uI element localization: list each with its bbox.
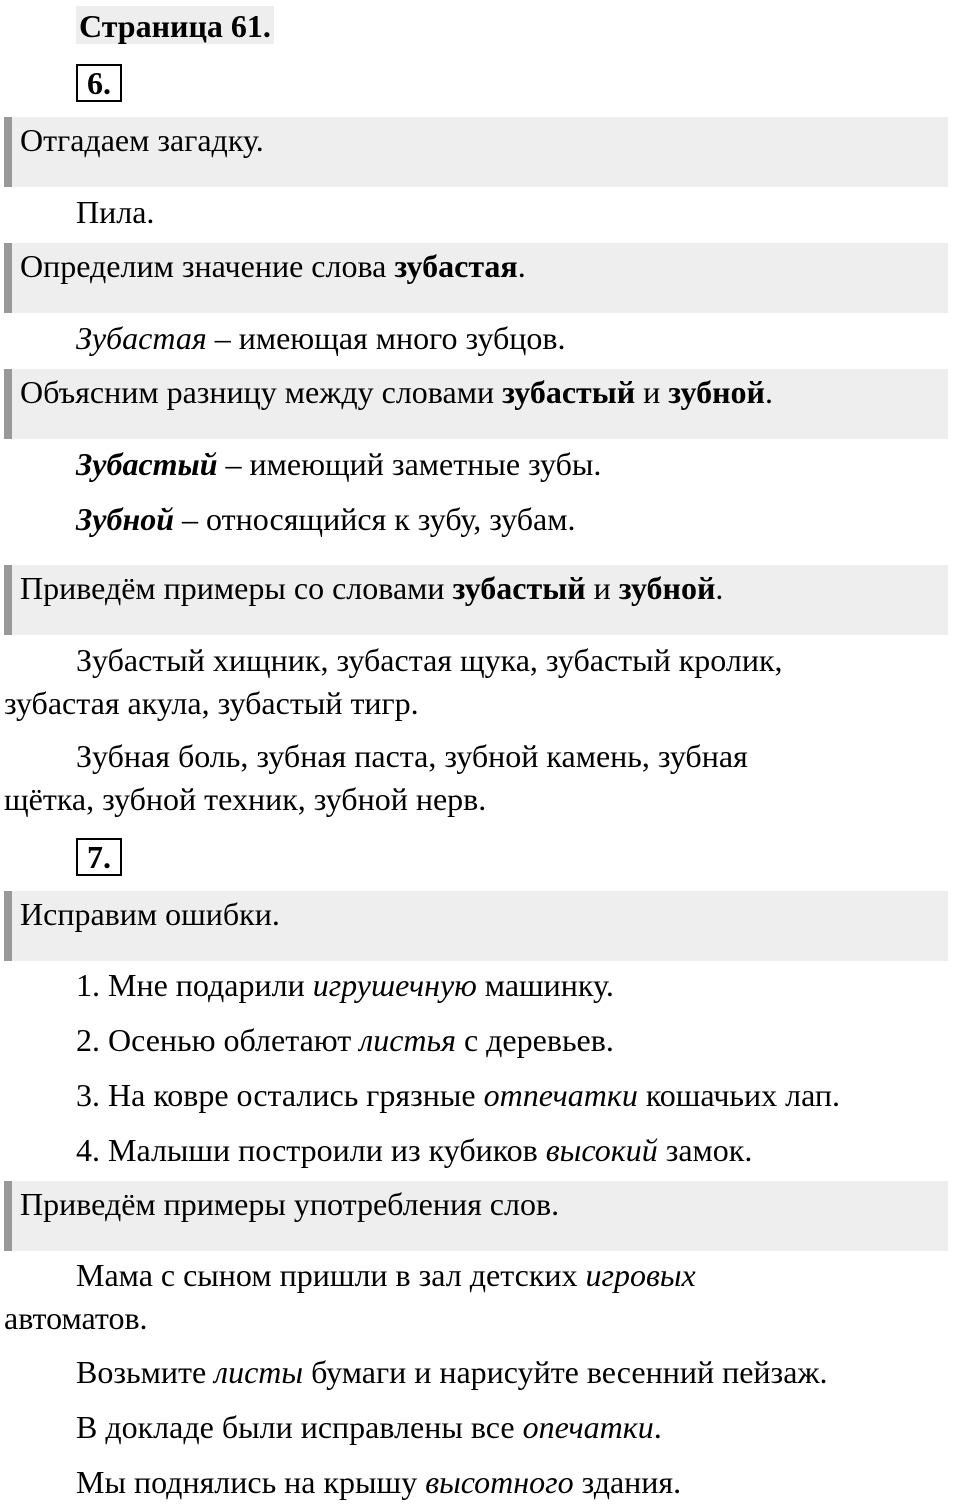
correction-text: 4. Малыши построили из кубиков	[76, 1132, 546, 1168]
task-punct: .	[715, 570, 724, 606]
task-text: Объясним разницу между словами	[20, 374, 503, 410]
answer-text: – относящийся к зубу, зубам.	[174, 501, 576, 537]
example-text: .	[653, 1409, 662, 1445]
example-line	[76, 1350, 828, 1394]
task-punct: .	[764, 374, 773, 410]
task-riddle	[4, 117, 948, 187]
task-text: Приведём примеры употребления слов.	[20, 1186, 560, 1222]
answer-riddle: Пила.	[76, 194, 155, 230]
correction-text: 1. Мне подарили	[76, 967, 313, 1003]
example-line	[76, 1253, 696, 1297]
correction-item	[76, 1128, 752, 1172]
answer-zubnoy	[76, 497, 575, 541]
correction-item	[76, 1018, 614, 1062]
task-keyword-1: зубастый	[502, 374, 636, 410]
example-text: Мы поднялись на крышу	[76, 1464, 426, 1500]
example-word: листы	[214, 1354, 304, 1390]
task-punct: .	[517, 248, 526, 284]
exercise-6-number: 6.	[76, 64, 122, 102]
paragraph-line: Зубная боль, зубная паста, зубной камень, зубная	[76, 738, 748, 774]
correction-text: кошачьих лап.	[637, 1077, 841, 1113]
answer-zubasty	[76, 442, 601, 486]
correction-word: листья	[359, 1022, 456, 1058]
task-text-mid: и	[585, 570, 619, 606]
correction-text: с деревьев.	[455, 1022, 614, 1058]
task-text: Исправим ошибки.	[20, 896, 280, 932]
example-line	[76, 1405, 662, 1449]
answer-text: – имеющий заметные зубы.	[217, 446, 602, 482]
example-text: бумаги и нарисуйте весенний пейзаж.	[303, 1354, 828, 1390]
example-text: Возьмите	[76, 1354, 215, 1390]
correction-word: игрушечную	[312, 967, 477, 1003]
example-text: В докладе были исправлены все	[76, 1409, 523, 1445]
task-meaning	[4, 243, 948, 313]
correction-text: 2. Осенью облетают	[76, 1022, 360, 1058]
task-keyword-2: зубной	[668, 374, 765, 410]
example-text: Мама с сыном пришли в зал детских	[76, 1257, 586, 1293]
answer-word: Зубастая	[76, 320, 207, 356]
task-text: Определим значение слова	[20, 248, 395, 284]
paragraph-line: зубастая акула, зубастый тигр.	[4, 685, 419, 721]
task-usage-examples	[4, 1181, 948, 1251]
task-text: Приведём примеры со словами	[20, 570, 453, 606]
paragraph-line: щётка, зубной техник, зубной нерв.	[4, 781, 487, 817]
example-word: высотного	[425, 1464, 574, 1500]
task-examples	[4, 565, 948, 635]
correction-word: отпечатки	[483, 1077, 638, 1113]
example-word: игровых	[585, 1257, 696, 1293]
task-keyword: зубастая	[394, 248, 518, 284]
correction-text: 3. На ковре остались грязные	[76, 1077, 484, 1113]
correction-text: замок.	[657, 1132, 753, 1168]
correction-item	[76, 963, 614, 1007]
page-heading: Страница 61.	[76, 6, 274, 44]
example-text: здания.	[573, 1464, 682, 1500]
task-keyword-2: зубной	[618, 570, 716, 606]
example-word: опечатки	[522, 1409, 654, 1445]
paragraph-line: Зубастый хищник, зубастая щука, зубастый кролик,	[76, 642, 783, 678]
task-text-mid: и	[635, 374, 669, 410]
answer-text: – имеющая много зубцов.	[206, 320, 566, 356]
task-text: Отгадаем загадку.	[20, 122, 264, 158]
answer-meaning	[76, 316, 566, 360]
correction-item	[76, 1073, 840, 1117]
task-keyword-1: зубастый	[452, 570, 586, 606]
correction-text: машинку.	[476, 967, 614, 1003]
exercise-7-number: 7.	[76, 838, 122, 876]
task-difference	[4, 369, 948, 439]
task-fix-errors	[4, 891, 948, 961]
example-line: автоматов.	[4, 1300, 148, 1336]
correction-word: высокий	[545, 1132, 658, 1168]
example-line	[76, 1460, 681, 1504]
answer-word: Зубной	[76, 501, 175, 537]
answer-word: Зубастый	[76, 446, 218, 482]
